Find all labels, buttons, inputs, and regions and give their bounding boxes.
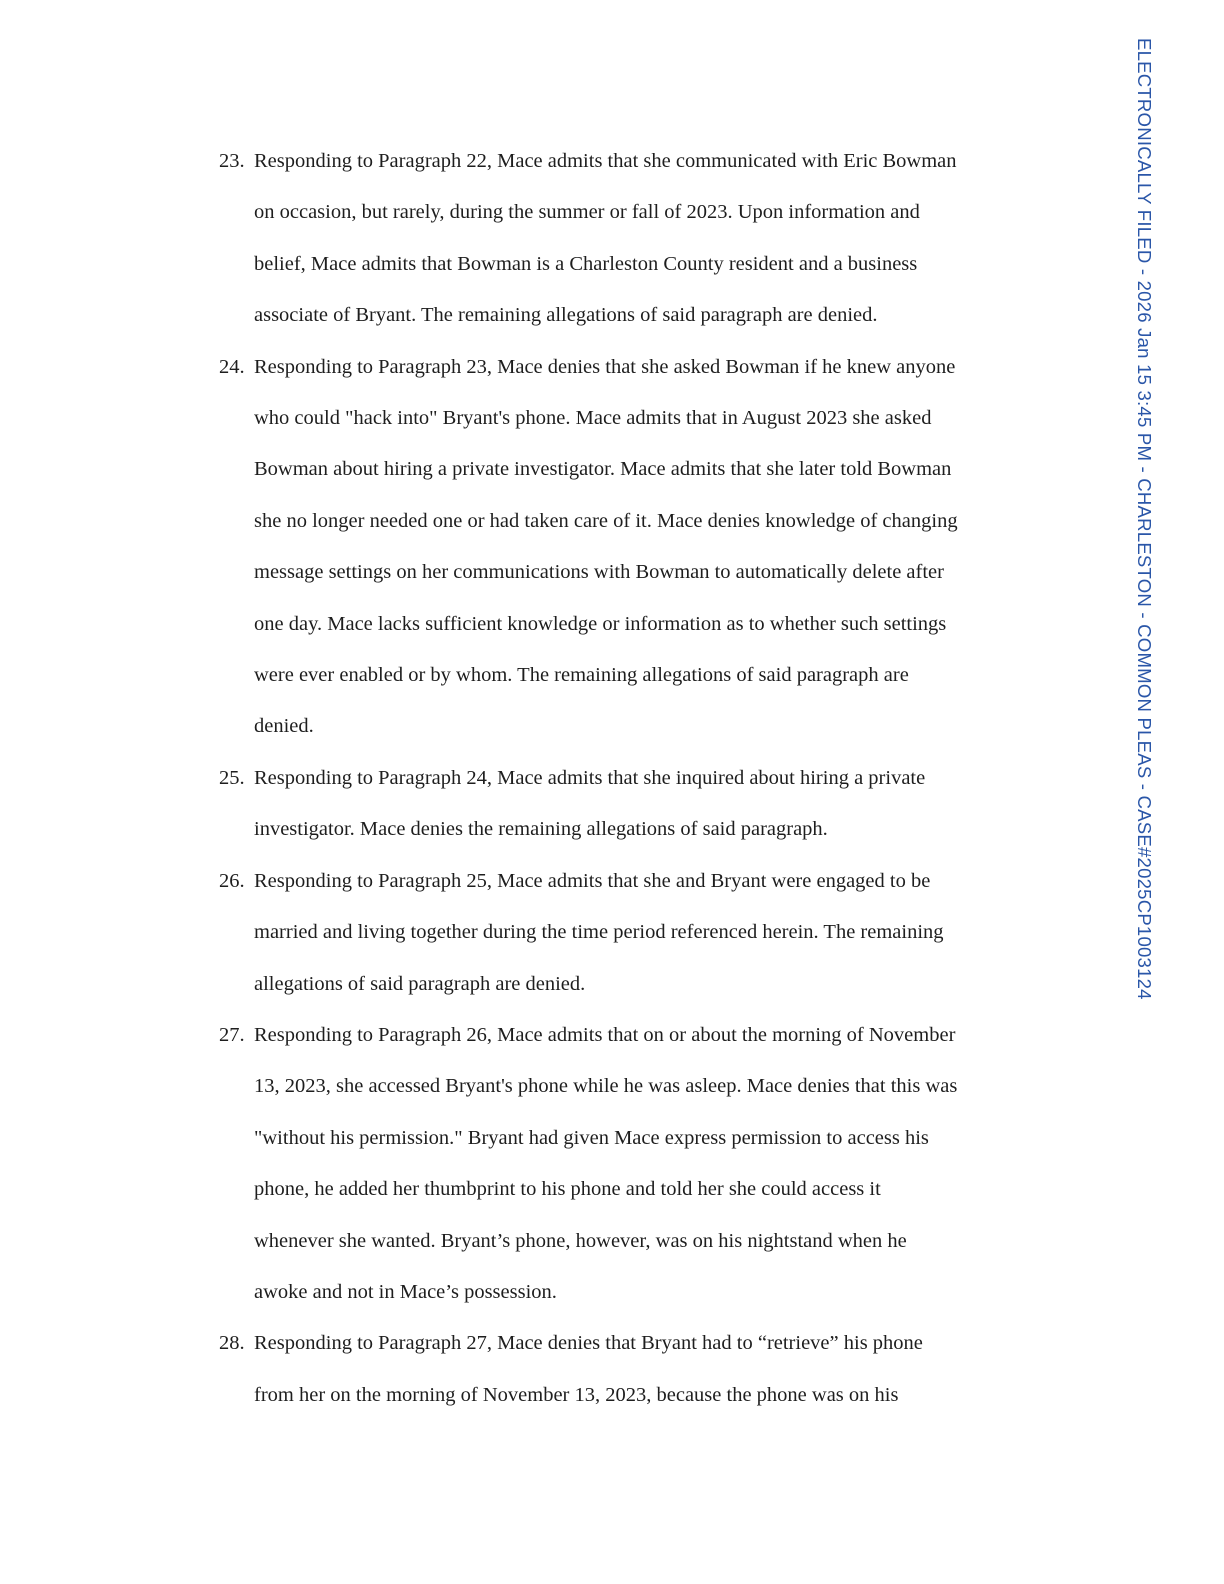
text-line: denied.	[254, 715, 314, 738]
text-line: allegations of said paragraph are denied.	[254, 972, 586, 995]
text-line: who could "hack into" Bryant's phone. Mace admits that in August 2023 she asked	[254, 407, 932, 430]
text-line: belief, Mace admits that Bowman is a Charleston County resident and a business	[254, 252, 918, 275]
text-line: married and living together during the time period referenced herein. The remaining	[254, 921, 944, 944]
paragraph-text	[254, 856, 1026, 1010]
text-line: Responding to Paragraph 23, Mace denies that she asked Bowman if he knew anyone	[254, 355, 956, 378]
text-line: 13, 2023, she accessed Bryant's phone while he was asleep. Mace denies that this was	[254, 1075, 958, 1098]
paragraph-number: 23.	[219, 150, 245, 172]
paragraph-number: 24.	[219, 355, 245, 378]
text-line: she no longer needed one or had taken care of it. Mace denies knowledge of changing	[254, 509, 958, 532]
paragraph-27	[0, 1010, 1224, 1318]
paragraph-23	[0, 136, 1224, 342]
text-line: investigator. Mace denies the remaining allegations of said paragraph.	[254, 818, 828, 841]
text-line: Responding to Paragraph 24, Mace admits that she inquired about hiring a private	[254, 766, 926, 789]
text-line: awoke and not in Mace’s possession.	[254, 1280, 557, 1303]
text-line: Responding to Paragraph 27, Mace denies that Bryant had to “retrieve” his phone	[254, 1332, 923, 1355]
paragraph-text	[254, 342, 1026, 753]
paragraph-text	[254, 136, 1026, 342]
paragraph-text	[254, 753, 1026, 856]
paragraph-25	[0, 753, 1224, 856]
text-line: one day. Mace lacks sufficient knowledge or information as to whether such settings	[254, 612, 947, 635]
text-line: Responding to Paragraph 25, Mace admits that she and Bryant were engaged to be	[254, 869, 931, 892]
text-line: "without his permission." Bryant had given Mace express permission to access his	[254, 1126, 929, 1149]
document-body	[0, 136, 1224, 1421]
paragraph-number: 28.	[219, 1332, 245, 1355]
paragraph-number: 25.	[219, 766, 245, 789]
paragraph-28	[0, 1318, 1224, 1421]
paragraph-24	[0, 342, 1224, 753]
text-line: Responding to Paragraph 26, Mace admits that on or about the morning of November	[254, 1023, 956, 1046]
paragraph-26	[0, 856, 1224, 1010]
paragraph-number: 26.	[219, 869, 245, 892]
paragraph-text	[254, 1318, 1026, 1421]
text-line: message settings on her communications with Bowman to automatically delete after	[254, 561, 944, 584]
text-line: from her on the morning of November 13, 2023, because the phone was on his	[254, 1383, 899, 1406]
text-line: were ever enabled or by whom. The remaining allegations of said paragraph are	[254, 664, 909, 687]
text-line: phone, he added her thumbprint to his phone and told her she could access it	[254, 1178, 881, 1201]
paragraph-number: 27.	[219, 1023, 245, 1046]
text-line: whenever she wanted. Bryant’s phone, however, was on his nightstand when he	[254, 1229, 907, 1252]
filing-stamp: ELECTRONICALLY FILED - 2026 Jan 15 3:45 PM - CHARLESTON - COMMON PLEAS - CASE#2025CP1003124	[1134, 38, 1155, 1000]
text-line: associate of Bryant. The remaining allegations of said paragraph are denied.	[254, 304, 878, 327]
text-line: Responding to Paragraph 22, Mace admits that she communicated with Eric Bowman	[254, 150, 957, 172]
text-line: on occasion, but rarely, during the summer or fall of 2023. Upon information and	[254, 201, 920, 224]
paragraph-text	[254, 1010, 1026, 1318]
text-line: Bowman about hiring a private investigator. Mace admits that she later told Bowman	[254, 458, 952, 481]
